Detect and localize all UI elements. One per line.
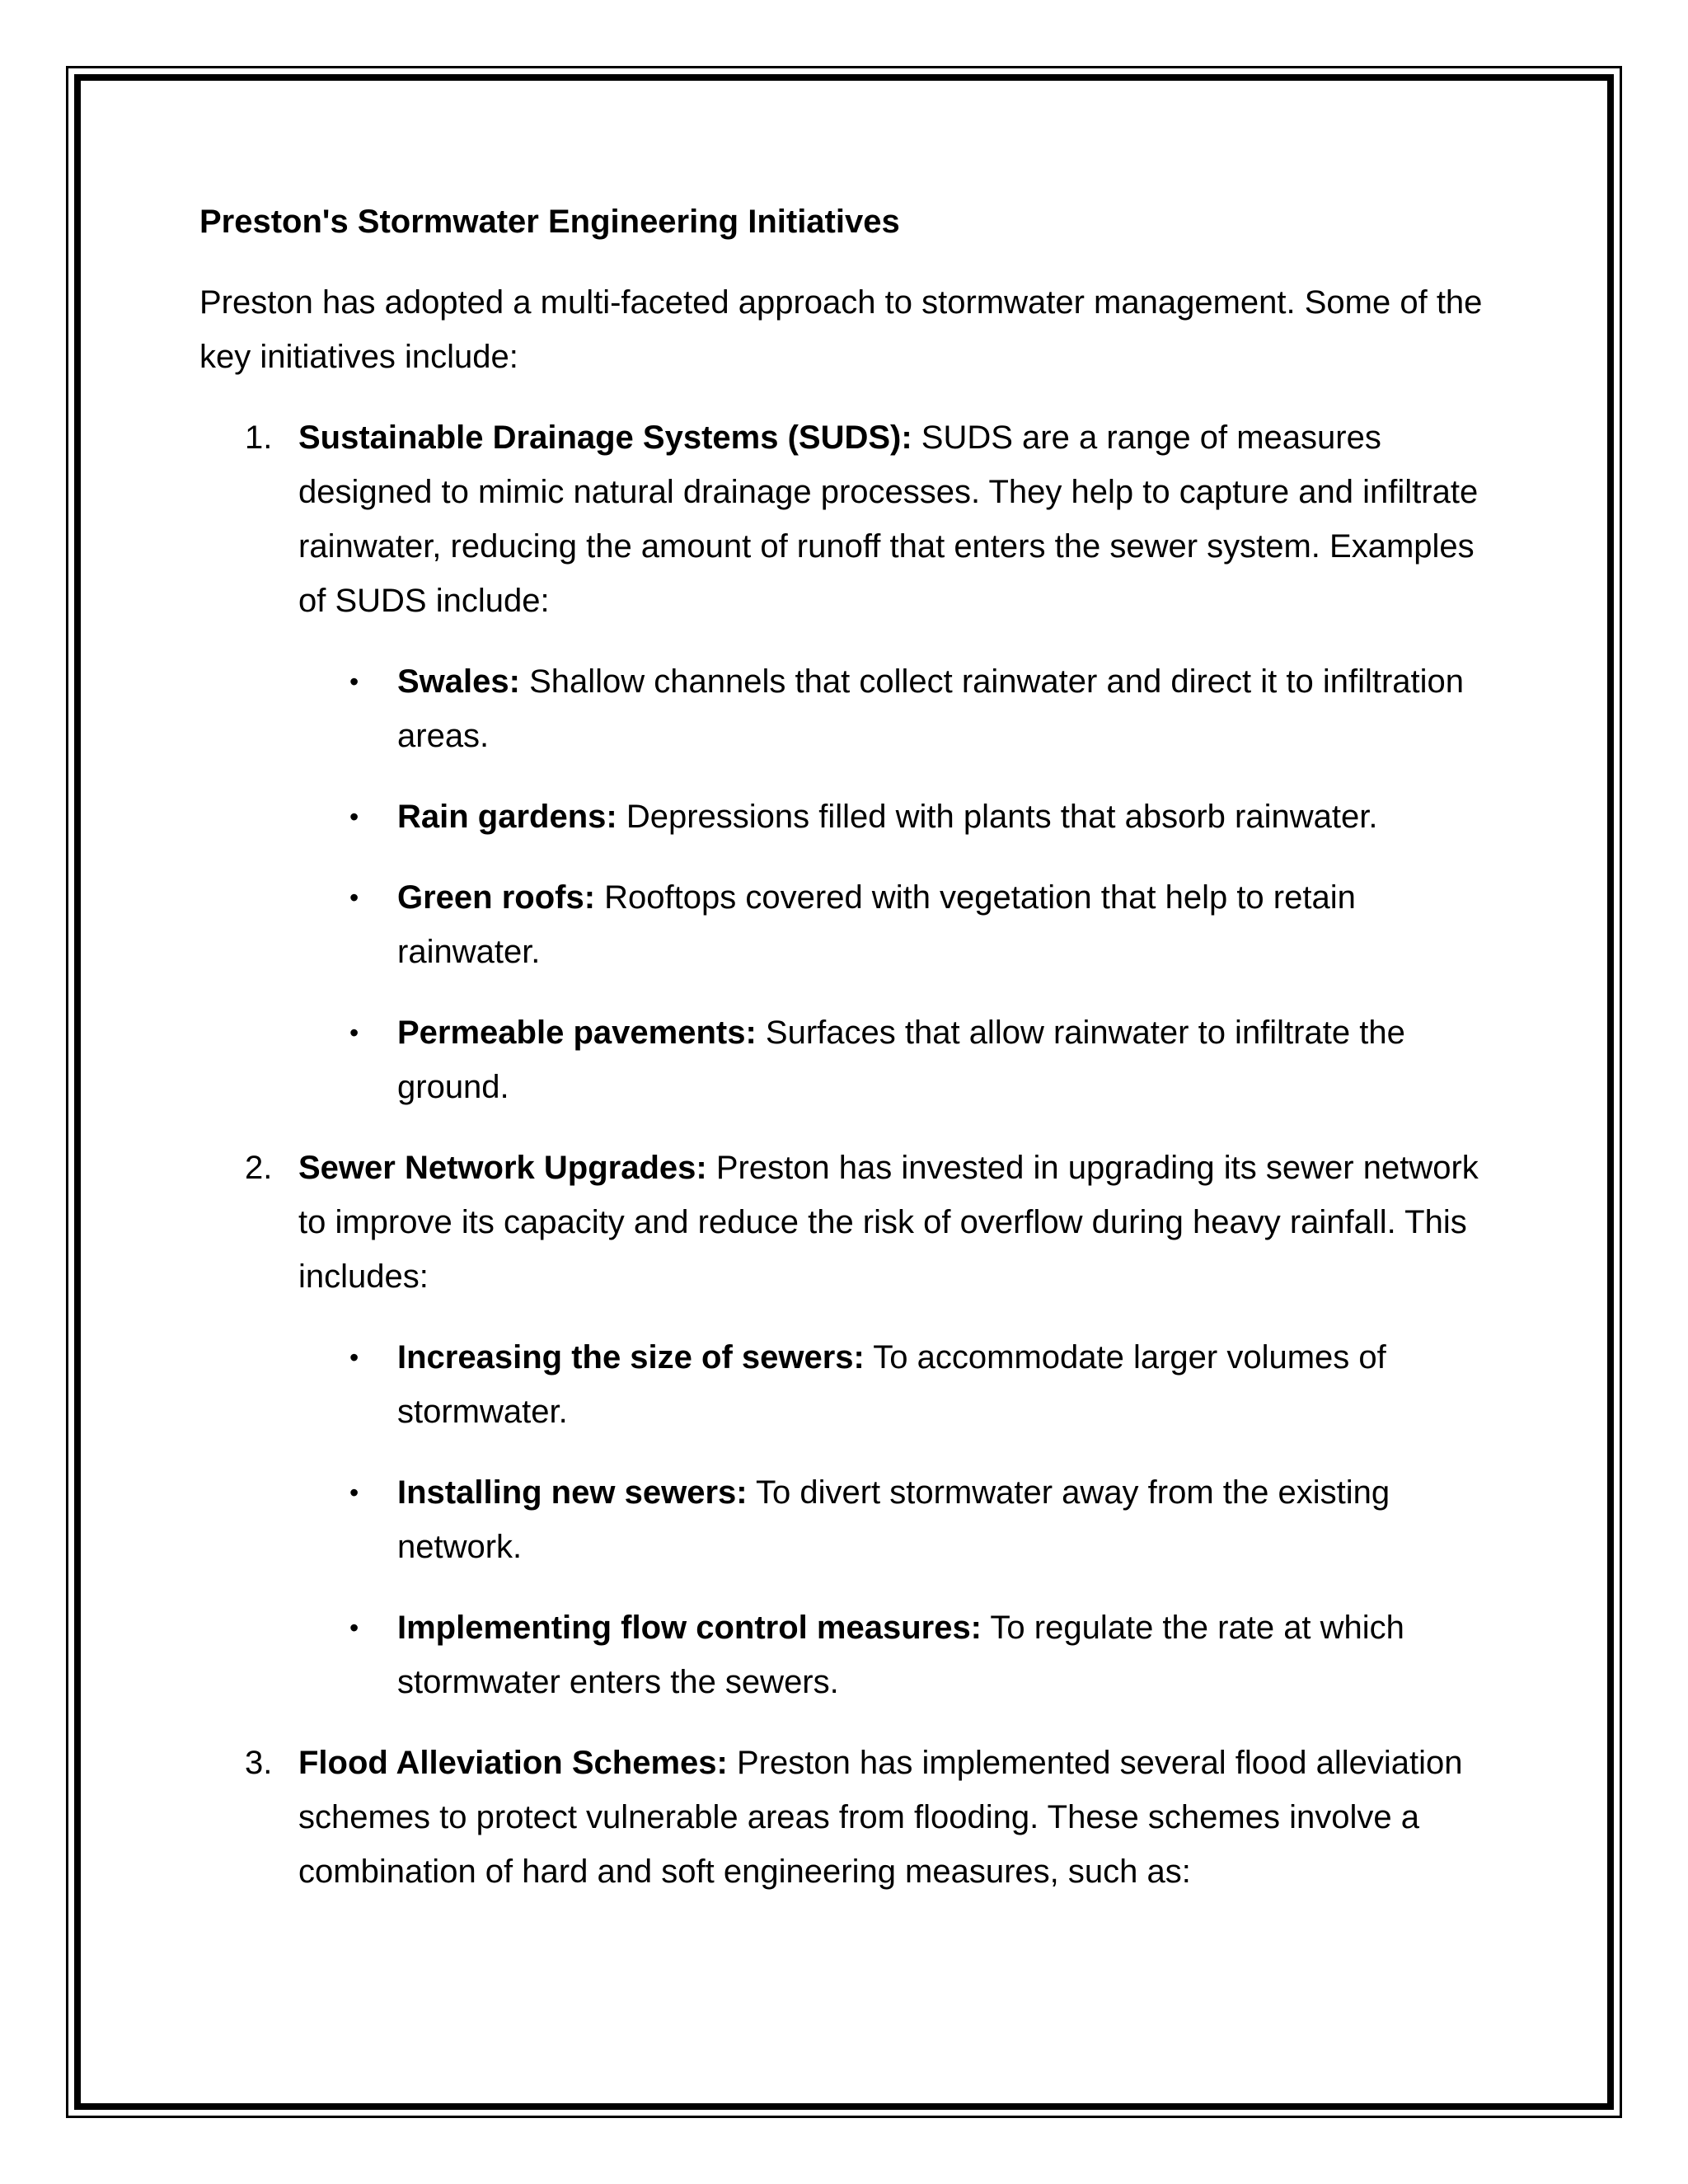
bullet-icon: • bbox=[349, 1018, 359, 1047]
sublist-text: To divert stormwater away from the existing network. bbox=[397, 1474, 1390, 1565]
sublist-text: To accommodate larger volumes of stormwater. bbox=[397, 1339, 1386, 1430]
bullet-icon: • bbox=[349, 1613, 359, 1643]
document-body bbox=[199, 194, 1502, 1925]
initiative-item bbox=[199, 1736, 1502, 1899]
bullet-icon: • bbox=[349, 1478, 359, 1507]
sublist-heading: Rain gardens: bbox=[397, 799, 617, 835]
sublist-text: Surfaces that allow rainwater to infiltrate the ground. bbox=[397, 1015, 1405, 1105]
sublist-heading: Swales: bbox=[397, 663, 520, 700]
initiative-text: Preston has implemented several flood alleviation schemes to protect vulnerable areas from flooding. These schemes involve a combination of hard and soft engineering measures, such as: bbox=[298, 1745, 1463, 1890]
list-number: 3. bbox=[245, 1745, 273, 1781]
initiative-text: Preston has invested in upgrading its sewer network to improve its capacity and reduce the risk of overflow during heavy rainfall. This includes: bbox=[298, 1150, 1479, 1295]
initiative-item bbox=[199, 1141, 1502, 1709]
initiative-sublist bbox=[298, 654, 1502, 1114]
sublist-item bbox=[298, 1465, 1502, 1574]
sublist-item bbox=[298, 1005, 1502, 1114]
sublist-item bbox=[298, 1330, 1502, 1439]
bullet-icon: • bbox=[349, 802, 359, 832]
sublist-heading: Installing new sewers: bbox=[397, 1474, 748, 1511]
sublist-item bbox=[298, 870, 1502, 979]
sublist-heading: Implementing flow control measures: bbox=[397, 1610, 982, 1646]
initiative-heading: Flood Alleviation Schemes: bbox=[298, 1745, 728, 1781]
sublist-text: Shallow channels that collect rainwater and direct it to infiltration areas. bbox=[397, 663, 1465, 754]
initiative-sublist bbox=[298, 1330, 1502, 1709]
sublist-text: To regulate the rate at which stormwater enters the sewers. bbox=[397, 1610, 1404, 1700]
document-title: Preston's Stormwater Engineering Initiatives bbox=[199, 204, 900, 240]
sublist-heading: Green roofs: bbox=[397, 879, 596, 916]
bullet-icon: • bbox=[349, 667, 359, 696]
sublist-item bbox=[298, 790, 1502, 844]
initiative-heading: Sustainable Drainage Systems (SUDS): bbox=[298, 419, 912, 456]
sublist-item bbox=[298, 1601, 1502, 1709]
initiative-item bbox=[199, 410, 1502, 1114]
sublist-heading: Permeable pavements: bbox=[397, 1015, 757, 1051]
list-number: 1. bbox=[245, 419, 273, 456]
list-number: 2. bbox=[245, 1150, 273, 1186]
bullet-icon: • bbox=[349, 1343, 359, 1372]
sublist-text: Depressions filled with plants that absorb rainwater. bbox=[626, 799, 1378, 835]
sublist-text: Rooftops covered with vegetation that help to retain rainwater. bbox=[397, 879, 1356, 970]
intro-paragraph: Preston has adopted a multi-faceted approach to stormwater management. Some of the key initiatives include: bbox=[199, 284, 1483, 375]
initiative-heading: Sewer Network Upgrades: bbox=[298, 1150, 707, 1186]
sublist-heading: Increasing the size of sewers: bbox=[397, 1339, 865, 1376]
initiatives-list bbox=[199, 410, 1502, 1899]
initiative-text: SUDS are a range of measures designed to mimic natural drainage processes. They help to capture and infiltrate rainwater, reducing the amount of runoff that enters the sewer system. Examples of SUDS include: bbox=[298, 419, 1479, 619]
sublist-item bbox=[298, 654, 1502, 763]
bullet-icon: • bbox=[349, 883, 359, 912]
